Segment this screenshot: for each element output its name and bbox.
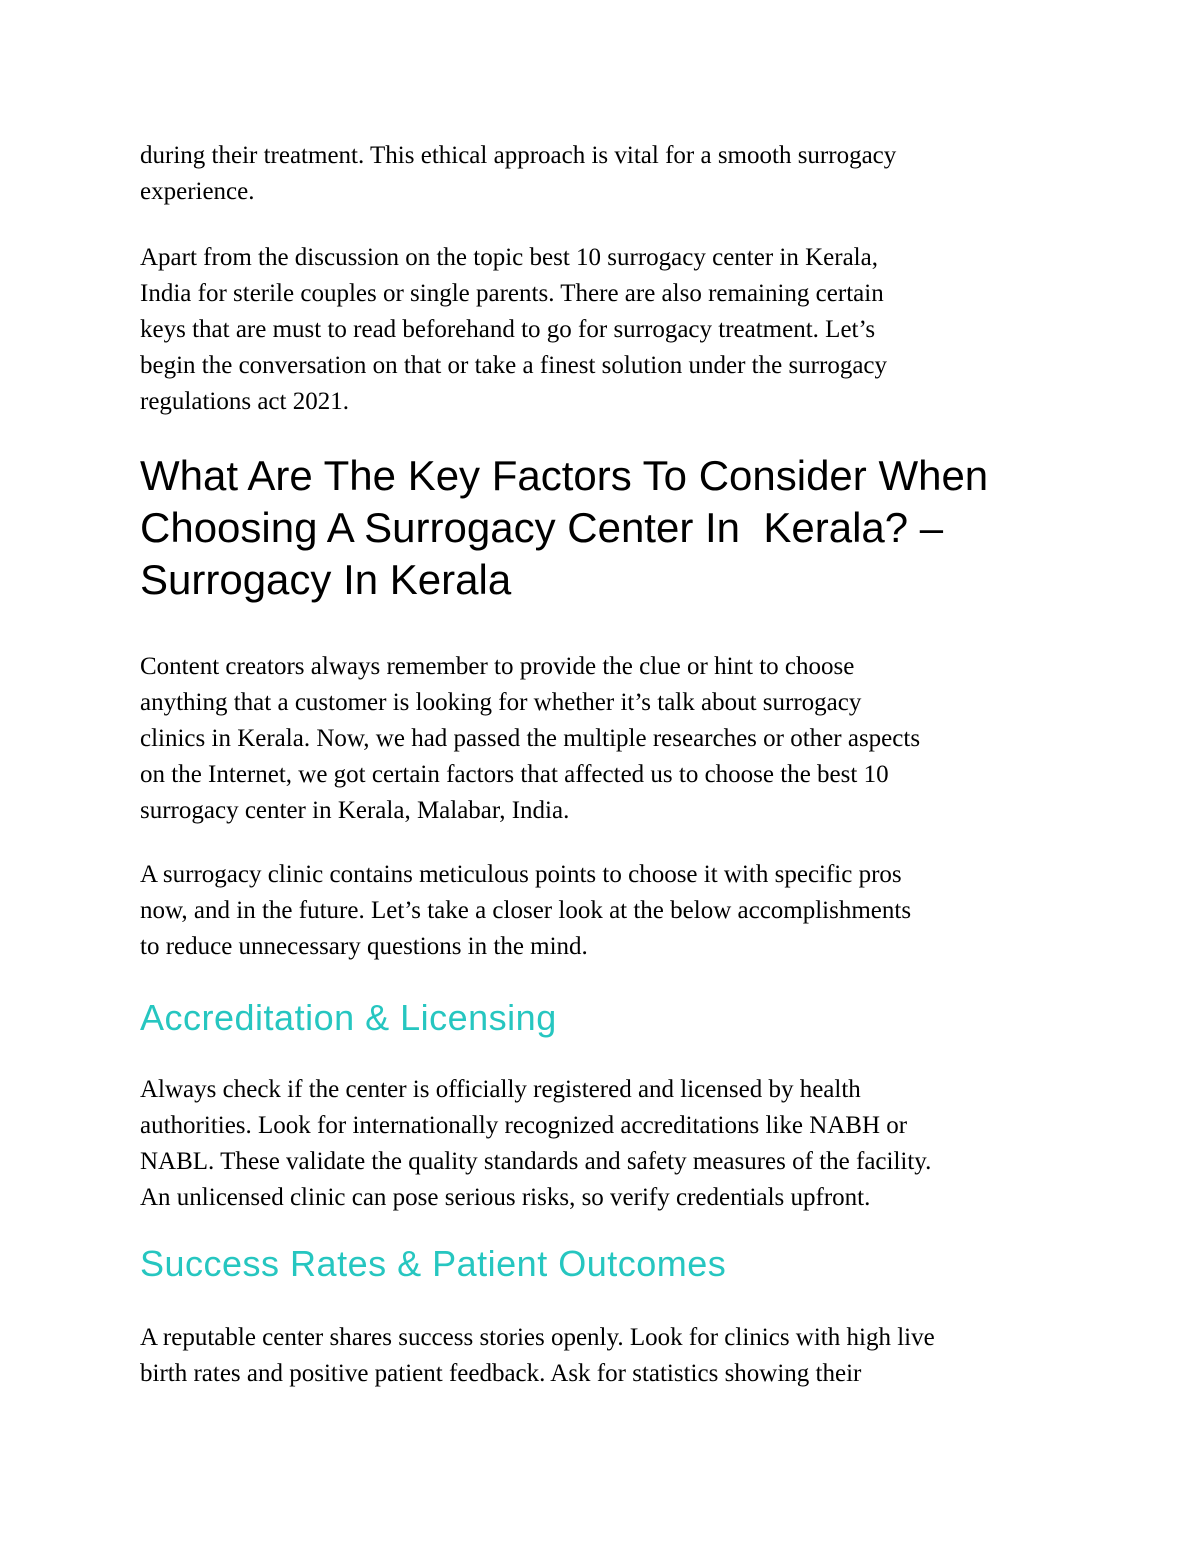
heading-line: Accreditation & Licensing — [140, 997, 557, 1038]
text-line: Always check if the center is officially registered and licensed by health — [140, 1076, 861, 1103]
main-heading-key-factors — [140, 450, 1060, 606]
text-line: now, and in the future. Let’s take a closer look at the below accomplishments — [140, 897, 912, 924]
text-line: An unlicensed clinic can pose serious risks, so verify credentials upfront. — [140, 1184, 871, 1211]
paragraph-reputable-center — [140, 1320, 1060, 1392]
text-line: experience. — [140, 178, 255, 205]
text-line: A surrogacy clinic contains meticulous points to choose it with specific pros — [140, 861, 902, 888]
text-line: begin the conversation on that or take a finest solution under the surrogacy — [140, 352, 888, 379]
text-line: clinics in Kerala. Now, we had passed the multiple researches or other aspects — [140, 725, 921, 752]
paragraph-ethical-approach — [140, 138, 1060, 210]
text-line: keys that are must to read beforehand to go for surrogacy treatment. Let’s — [140, 316, 876, 343]
text-line: during their treatment. This ethical approach is vital for a smooth surrogacy — [140, 142, 897, 169]
text-line: surrogacy center in Kerala, Malabar, India. — [140, 797, 570, 824]
text-line: anything that a customer is looking for whether it’s talk about surrogacy — [140, 689, 862, 716]
text-line: regulations act 2021. — [140, 388, 349, 415]
paragraph-apart-from-discussion — [140, 240, 1060, 420]
text-line: to reduce unnecessary questions in the mind. — [140, 933, 588, 960]
text-line: Content creators always remember to provide the clue or hint to choose — [140, 653, 855, 680]
heading-line: What Are The Key Factors To Consider When — [140, 452, 989, 499]
section-heading-accreditation-licensing — [140, 996, 1060, 1040]
paragraph-always-check — [140, 1072, 1060, 1216]
text-line: Apart from the discussion on the topic best 10 surrogacy center in Kerala, — [140, 244, 878, 271]
text-line: India for sterile couples or single parents. There are also remaining certain — [140, 280, 884, 307]
text-line: on the Internet, we got certain factors that affected us to choose the best 10 — [140, 761, 889, 788]
text-line: birth rates and positive patient feedback. Ask for statistics showing their — [140, 1360, 862, 1387]
heading-line: Success Rates & Patient Outcomes — [140, 1243, 727, 1284]
section-heading-success-rates — [140, 1242, 1060, 1286]
text-line: authorities. Look for internationally recognized accreditations like NABH or — [140, 1112, 908, 1139]
text-line: NABL. These validate the quality standards and safety measures of the facility. — [140, 1148, 932, 1175]
heading-line: Choosing A Surrogacy Center In Kerala? – — [140, 504, 944, 551]
paragraph-content-creators — [140, 649, 1060, 829]
heading-line: Surrogacy In Kerala — [140, 556, 512, 603]
text-line: A reputable center shares success stories openly. Look for clinics with high live — [140, 1324, 935, 1351]
paragraph-surrogacy-clinic-points — [140, 857, 1060, 965]
